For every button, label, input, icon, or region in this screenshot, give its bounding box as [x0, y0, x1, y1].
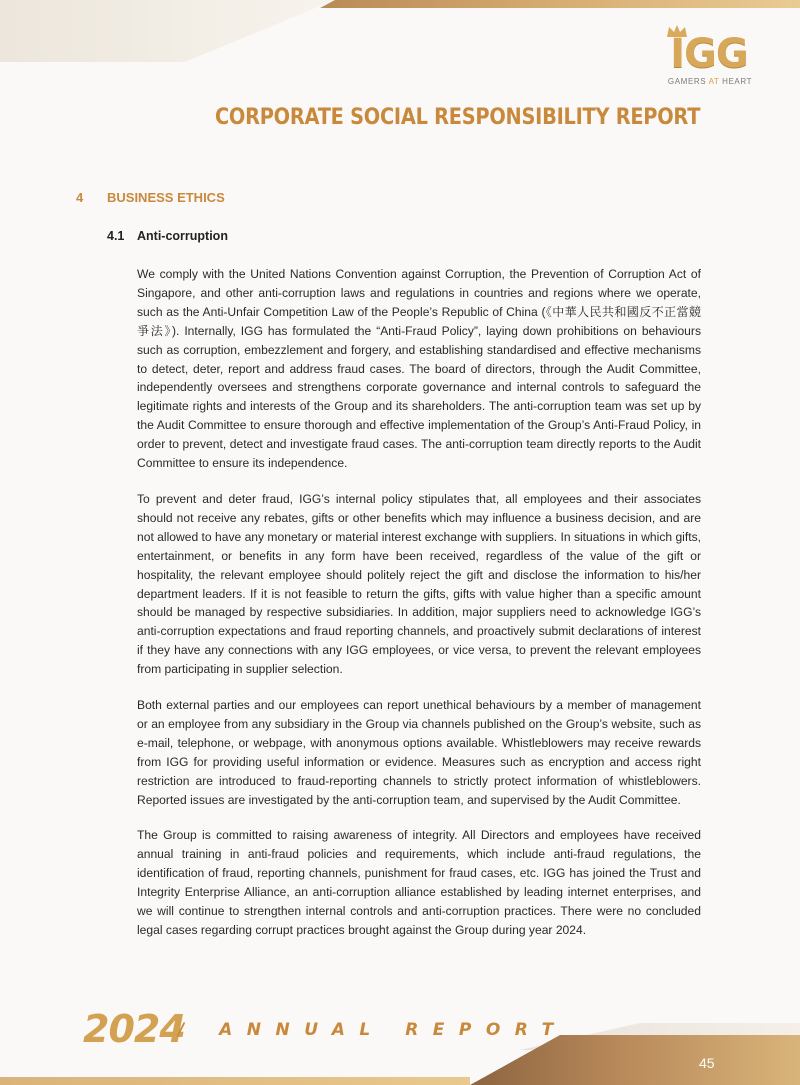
- footer-subtitle: / ANNUAL REPORT: [178, 1020, 568, 1040]
- paragraph: The Group is committed to raising awareness of integrity. All Directors and employees have received annual training in anti-fraud policies and requirements, which include anti-fraud regulations, the identification of fraud, reporting channels, punishment for fraud cases, etc. IGG has joined the Trust and Integrity Enterprise Alliance, an anti-corruption alliance established by leading internet enterprises, and we will continue to strengthen internal controls and anti-corruption practices. There were no concluded legal cases regarding corrupt practices brought against the Group during year 2024.: [137, 828, 701, 937]
- igg-logo: [660, 24, 760, 92]
- logo-wordmark: IGG: [670, 31, 748, 77]
- subsection-number: 4.1: [107, 229, 125, 243]
- page-number: 45: [699, 1055, 715, 1071]
- paragraph: Both external parties and our employees can report unethical behaviours by a member of management or an employee from any subsidiary in the Group via channels published on the Group’s website, such as e-mail, telephone, or webpage, with anonymous options available. Whistleblowers may receive rewards from IGG for providing useful information or evidence. Measures such as encryption and access right restriction are introduced to fraud-reporting channels to strictly protect information of whistleblowers. Reported issues are investigated by the anti-corruption team, and supervised by the Audit Committee.: [137, 698, 701, 807]
- logo-tagline: GAMERS AT HEART: [667, 77, 753, 86]
- paragraph: To prevent and deter fraud, IGG’s internal policy stipulates that, all employees and their associates should not receive any rebates, gifts or other benefits which may influence a business decision, and are not allowed to have any monetary or material interest exchange with suppliers. In situations in which gifts, entertainment, or benefits in any form have been received, regardless of the value of the gift or hospitality, the relevant employee should politely reject the gift and disclose the information to his/her department leaders. If it is not feasible to return the gifts, gifts with value higher than a specific amount should be managed by respective subsidiaries. In addition, major suppliers need to acknowledge IGG’s anti-corruption expectations and fraud reporting channels, and proactively submit declarations of interest if they have any connections with any IGG employees, or vice versa, to prevent the relevant employees from participating in supplier selection.: [137, 491, 701, 677]
- body-text: [137, 265, 701, 957]
- paragraph: We comply with the United Nations Convention against Corruption, the Prevention of Corruption Act of Singapore, and other anti-corruption laws and regulations in countries and regions where we operate, such as the Anti-Unfair Competition Law of the People’s Republic of China (《中華人民共和國反不正當競爭法》). Internally, IGG has formulated the “Anti-Fraud Policy”, laying down prohibitions on behaviours such as corruption, embezzlement and forgery, and establishing standardised and effective mechanisms to detect, deter, report and address fraud cases. The board of directors, through the Audit Committee, independently oversees and strengthens corporate governance and internal controls to safeguard the legitimate rights and interests of the Group and its shareholders. The anti-corruption team was set up by the Audit Committee to ensure thorough and effective implementation of the Group’s Anti-Fraud Policy, in order to prevent, detect and investigate fraud cases. The anti-corruption team directly reports to the Audit Committee to ensure its independence.: [137, 267, 701, 471]
- section-number: 4: [76, 190, 84, 205]
- subsection-title: Anti-corruption: [137, 229, 228, 243]
- report-title: CORPORATE SOCIAL RESPONSIBILITY REPORT: [214, 104, 700, 130]
- section-title: BUSINESS ETHICS: [107, 190, 225, 205]
- footer-year: 2024: [83, 1007, 185, 1051]
